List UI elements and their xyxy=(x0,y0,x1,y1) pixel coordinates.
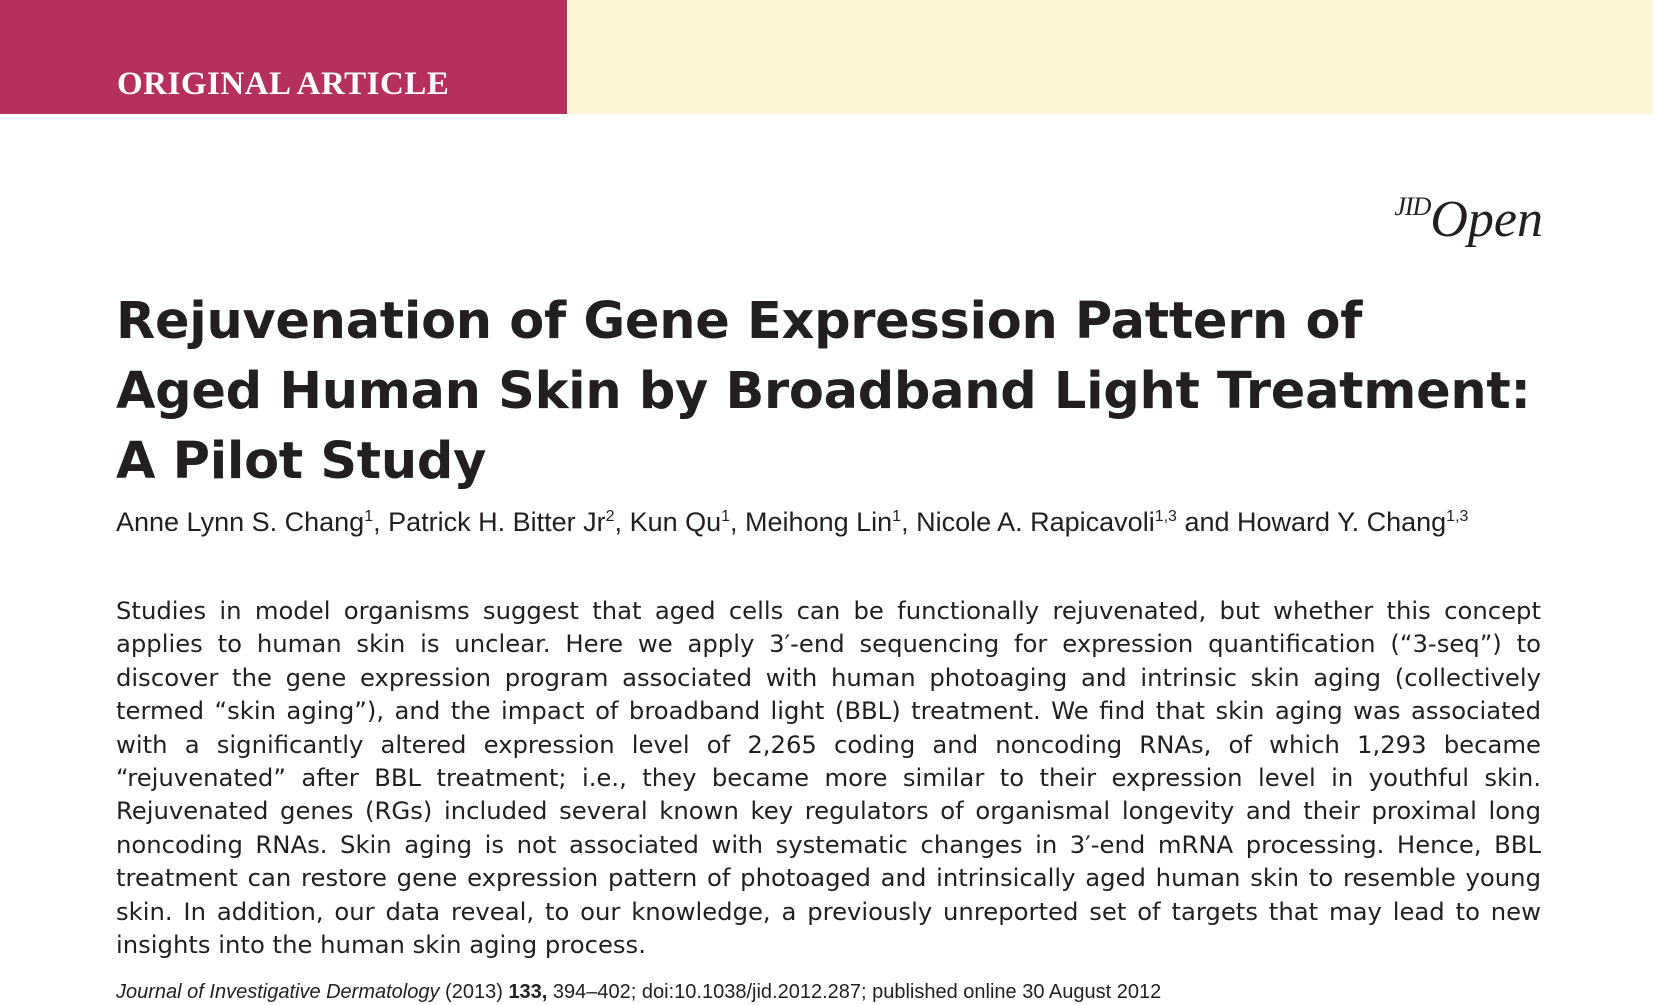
citation-line xyxy=(116,981,1161,1004)
title-line: Aged Human Skin by Broadband Light Treatment: xyxy=(116,362,1531,421)
citation-year: (2013) xyxy=(439,981,509,1003)
author-name: Howard Y. Chang xyxy=(1237,507,1447,537)
article-type-block xyxy=(0,0,567,114)
article-title xyxy=(116,287,1556,497)
author-affiliation: 1,3 xyxy=(1446,508,1469,525)
banner-band xyxy=(567,0,1653,114)
logo-superscript: JID xyxy=(1394,192,1431,221)
article-type-label: ORIGINAL ARTICLE xyxy=(117,66,450,102)
author-affiliation: 1 xyxy=(721,508,731,525)
jid-open-logo xyxy=(1394,190,1543,249)
citation-volume: 133, xyxy=(508,981,548,1003)
title-line: Rejuvenation of Gene Expression Pattern of xyxy=(116,292,1363,351)
abstract-text: Studies in model organisms suggest that aged cells can be functionally rejuvenated, but whether this concept applies to human skin is unclear. Here we apply 3′-end sequencing for expression quantification (“3-seq”) to discover the gene expression program associated with human photoaging and intrinsic skin aging (collectively termed “skin aging”), and the impact of broadband light (BBL) treatment. We find that skin aging was associated with a significantly altered expression level of 2,265 coding and noncoding RNAs, of which 1,293 became “rejuvenated” after BBL treatment; i.e., they became more similar to their expression level in youthful skin. Rejuvenated genes (RGs) included several known key regulators of organismal longevity and their proximal long noncoding RNAs. Skin aging is not associated with systematic changes in 3′-end mRNA processing. Hence, BBL treatment can restore gene expression pattern of photoaged and intrinsically aged human skin to resemble young skin. In addition, our data reveal, to our knowledge, a previously unreported set of targets that may lead to new insights into the human skin aging process. xyxy=(116,596,1541,960)
author-name: Patrick H. Bitter Jr xyxy=(388,507,606,537)
author-separator: and xyxy=(1176,507,1238,537)
title-line: A Pilot Study xyxy=(116,432,487,491)
header-banner xyxy=(0,0,1653,114)
author-name: Meihong Lin xyxy=(745,507,893,537)
author-name: Anne Lynn S. Chang xyxy=(116,507,365,537)
author-separator: , xyxy=(901,507,917,537)
logo-main-text: Open xyxy=(1430,191,1543,248)
citation-details: 394–402; doi:10.1038/jid.2012.287; published online 30 August 2012 xyxy=(547,981,1162,1003)
author-name: Nicole A. Rapicavoli xyxy=(916,507,1155,537)
author-affiliation: 1,3 xyxy=(1154,508,1177,525)
author-name: Kun Qu xyxy=(629,507,722,537)
author-separator: , xyxy=(614,507,630,537)
author-separator: , xyxy=(730,507,746,537)
author-list xyxy=(116,507,1566,538)
author-separator: , xyxy=(373,507,389,537)
author-affiliation: 1 xyxy=(364,508,374,525)
journal-name: Journal of Investigative Dermatology xyxy=(116,981,440,1003)
author-affiliation: 2 xyxy=(605,508,615,525)
author-affiliation: 1 xyxy=(892,508,902,525)
